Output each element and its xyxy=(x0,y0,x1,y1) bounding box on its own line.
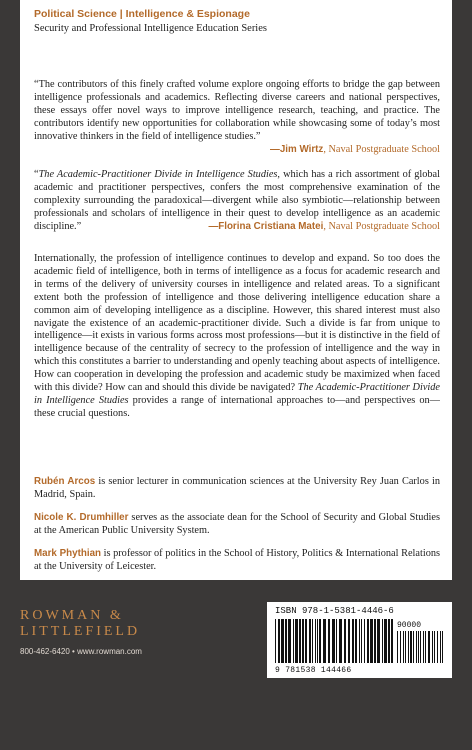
barcode-bar xyxy=(293,619,294,663)
barcode-bar xyxy=(413,631,414,663)
barcode-bar xyxy=(391,619,393,663)
barcode-bar xyxy=(312,619,313,663)
barcode-bar xyxy=(408,631,409,663)
barcode-bar xyxy=(281,619,284,663)
bio-drumhiller xyxy=(34,512,440,538)
bio-phythian-name: Mark Phythian xyxy=(34,548,101,559)
barcode-bar xyxy=(364,619,365,663)
barcode-bar xyxy=(374,619,376,663)
quote-2 xyxy=(34,169,440,233)
category-line: Political Science | Intelligence & Espionage xyxy=(34,8,250,20)
barcode-box xyxy=(267,602,452,678)
barcode-bar xyxy=(302,619,304,663)
quote-2-text: , which has a rich assortment of global academic and practitioner perspectives, confers the most comprehensive examination of the complexity surrounding the paradoxical—divergent while also symbiotic—relationship between professionals and scholars of intelligence in their quest to develop intelligence as an academic discipline.” xyxy=(34,169,440,232)
barcode-bar xyxy=(319,619,321,663)
barcode-bar xyxy=(305,619,307,663)
barcode-bar xyxy=(410,631,412,663)
bio-phythian xyxy=(34,548,440,574)
barcode-bar xyxy=(317,619,318,663)
barcode-bar xyxy=(339,619,342,663)
barcode-bar xyxy=(359,619,360,663)
barcode-bar xyxy=(332,619,335,663)
series-line: Security and Professional Intelligence Education Series xyxy=(34,23,267,34)
barcode-bar xyxy=(278,619,280,663)
quote-1-text: “The contributors of this finely crafted volume explore ongoing efforts to bridge the gap between intelligence professionals and academics. Reflecting diverse careers and national perspectives, these essays offer novel ways to improve intelligence research, teaching, and practice. The contributors identify new opportunities for collaboration while showcasing some of today’s most innovative thinkers in the field of intelligence studies.” xyxy=(34,79,440,142)
barcode-bar xyxy=(348,619,350,663)
quote-2-name: —Florina Cristiana Matei xyxy=(208,220,324,232)
barcode-bar xyxy=(309,619,311,663)
barcode-bar xyxy=(397,631,398,663)
barcode-bar xyxy=(275,619,276,663)
barcode-bar xyxy=(370,619,373,663)
quote-1-affiliation: , Naval Postgraduate School xyxy=(323,143,440,155)
barcode-bar xyxy=(440,631,441,663)
quote-1-attribution xyxy=(34,144,440,157)
description-book-title: The Academic-Practitioner Divide in Intelligence Studies xyxy=(34,382,440,406)
description-text-end: provides a range of international approaches to—and perspectives on—these crucial questions. xyxy=(34,394,440,419)
description-text: Internationally, the profession of intelligence continues to develop and expand. So too does the academic field of intelligence, both in terms of intelligence as a focus for academic research and in terms of the delivery of university courses in intelligence and related areas. To a significant extent both the profession of intelligence and those delivering intelligence education share a common aim of developing intelligence as a discipline. However, this shared interest must also navigate the existence of an academic-practitioner divide. Such a divide is far from unique to intelligence—it exists in various forms across most professions—but it is distinctive in the field of intelligence because of the centrality of secrecy to the profession of intelligence and the way in which this constitutes a barrier to understanding and openly teaching about aspects of intelligence. How can cooperation in developing the profession and academic study be maximized when faced with this divide? How can and should this divide be navigated? xyxy=(34,253,440,394)
barcode-bar xyxy=(403,631,404,663)
quote-2-affiliation: , Naval Postgraduate School xyxy=(323,220,440,232)
barcode-bar xyxy=(425,631,426,663)
quote-1 xyxy=(34,79,440,156)
publisher-line-2: LITTLEFIELD xyxy=(20,624,141,639)
barcode-bar xyxy=(285,619,287,663)
barcode-bar xyxy=(288,619,291,663)
barcode-bar xyxy=(323,619,326,663)
barcode-bar xyxy=(344,619,346,663)
back-cover-panel xyxy=(20,0,452,580)
bio-arcos-name: Rubén Arcos xyxy=(34,476,96,487)
price-barcode xyxy=(397,631,447,663)
barcode-bar xyxy=(355,619,357,663)
barcode-bar xyxy=(420,631,421,663)
ean-digits: 9 781538 144466 xyxy=(275,666,352,675)
quote-2-open: “ xyxy=(34,169,39,180)
publisher-line-1: ROWMAN & xyxy=(20,608,124,623)
quote-2-attribution xyxy=(34,221,440,234)
barcode-bar xyxy=(405,631,406,663)
bio-phythian-text: is professor of politics in the School of History, Politics & International Relations at the University of Leicester. xyxy=(34,548,440,572)
barcode-bar xyxy=(423,631,424,663)
barcode-bar xyxy=(377,619,380,663)
quote-2-book-title: The Academic-Practitioner Divide in Intelligence Studies xyxy=(38,169,278,180)
bio-drumhiller-text: serves as the associate dean for the School of Security and Global Studies at the American Public University System. xyxy=(34,512,440,536)
barcode-bar xyxy=(315,619,316,663)
publisher-contact: 800-462-6420 • www.rowman.com xyxy=(20,647,142,656)
bio-arcos-text: is senior lecturer in communication sciences at the University Rey Juan Carlos in Madrid, Spain. xyxy=(34,476,441,500)
barcode-bar xyxy=(388,619,390,663)
barcode-bar xyxy=(384,619,387,663)
description xyxy=(34,253,440,421)
barcode-bar xyxy=(352,619,354,663)
barcode-bar xyxy=(367,619,369,663)
barcode-bar xyxy=(299,619,301,663)
barcode-bar xyxy=(295,619,298,663)
ean-barcode xyxy=(275,619,395,663)
publisher-logo xyxy=(20,608,140,640)
quote-1-name: —Jim Wirtz xyxy=(270,143,324,155)
barcode-bar xyxy=(437,631,438,663)
barcode-bar xyxy=(416,631,417,663)
barcode-bar xyxy=(432,631,433,663)
barcode-bar xyxy=(382,619,383,663)
barcode-bar xyxy=(442,631,443,663)
barcode-bar xyxy=(434,631,435,663)
bio-drumhiller-name: Nicole K. Drumhiller xyxy=(34,512,129,523)
barcode-bar xyxy=(400,631,401,663)
barcode-bar xyxy=(328,619,330,663)
price-code: 90000 xyxy=(397,621,422,630)
barcode-bar xyxy=(428,631,430,663)
barcode-bar xyxy=(418,631,419,663)
barcode-bar xyxy=(361,619,362,663)
bio-arcos xyxy=(34,476,440,502)
isbn-text: ISBN 978-1-5381-4446-6 xyxy=(275,606,394,616)
barcode-bar xyxy=(336,619,337,663)
